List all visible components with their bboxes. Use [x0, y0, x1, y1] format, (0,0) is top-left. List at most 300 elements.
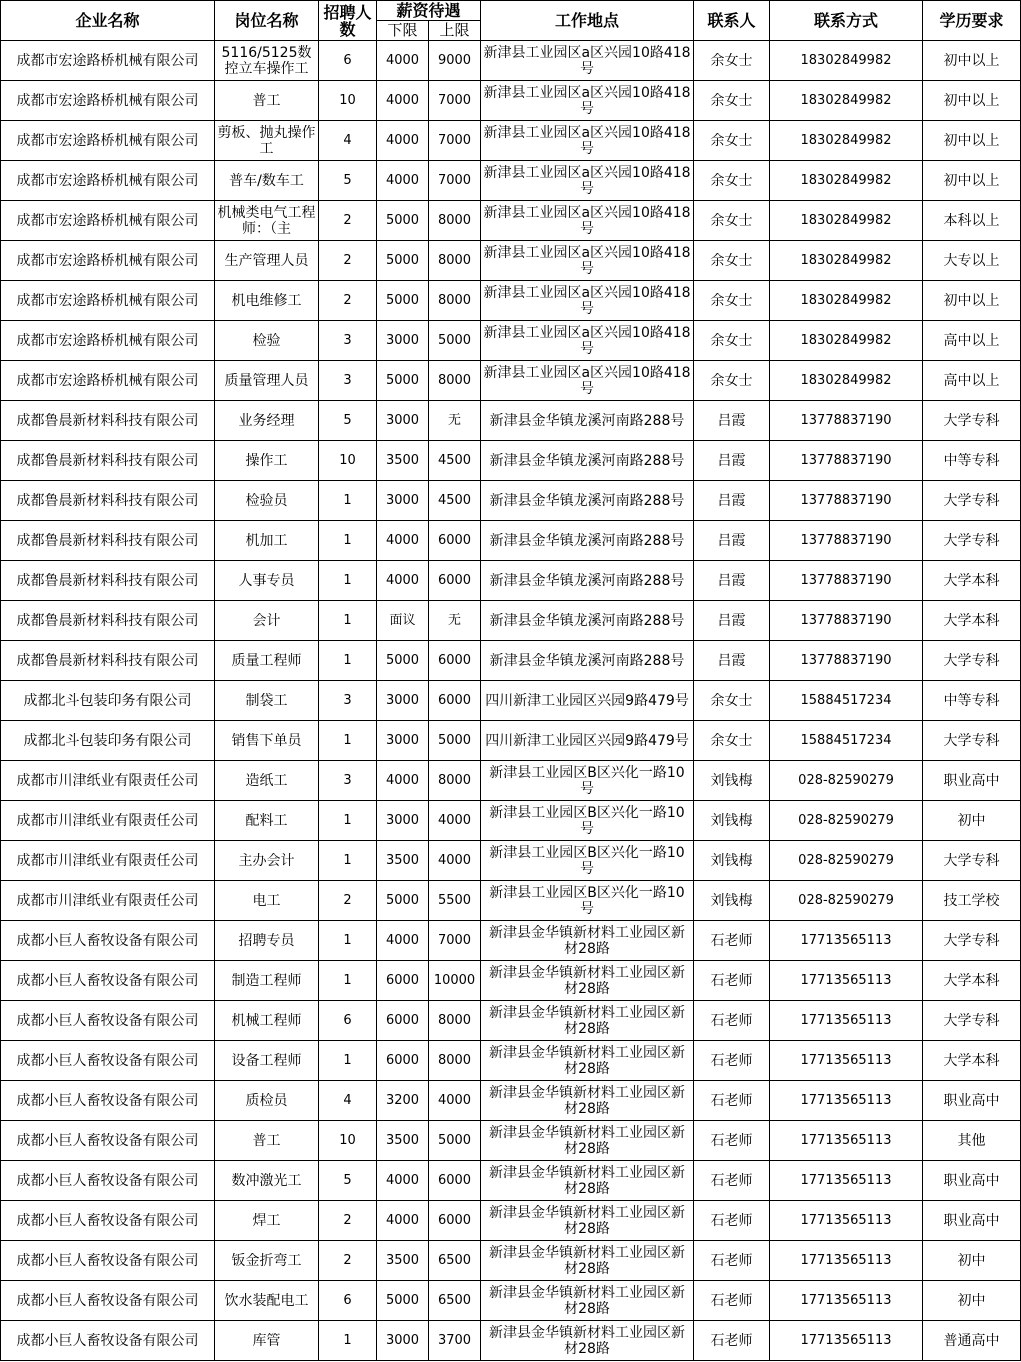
cell-company: [1, 161, 215, 201]
cell-company: [1, 281, 215, 321]
cell-count-text: 5: [343, 1172, 352, 1188]
header-count: 招聘人数: [319, 1, 377, 41]
cell-salary-high-text: 4000: [437, 1092, 472, 1108]
cell-contact: [694, 321, 770, 361]
cell-position-text: 焊工: [252, 1212, 281, 1229]
cell-location: [481, 641, 694, 681]
cell-contact-text: 刘钱梅: [710, 812, 753, 829]
cell-phone: [770, 81, 923, 121]
cell-salary-high: [429, 1041, 481, 1081]
cell-salary-high-text: 8000: [437, 292, 472, 308]
cell-count-text: 4: [343, 132, 352, 148]
cell-salary-low: [377, 1201, 429, 1241]
cell-location-text: 新津县工业园区a区兴园10路418号: [483, 84, 691, 117]
cell-location-text: 新津县金华镇新材料工业园区新材28路: [489, 1164, 686, 1197]
cell-count: [319, 41, 377, 81]
cell-count-text: 6: [343, 1292, 352, 1308]
cell-salary-low: [377, 1121, 429, 1161]
cell-company: [1, 201, 215, 241]
cell-phone-text: 17713565113: [800, 1172, 892, 1188]
cell-salary-high-text: 8000: [437, 772, 472, 788]
cell-count-text: 1: [343, 972, 352, 988]
cell-education: [923, 321, 1021, 361]
cell-count: [319, 641, 377, 681]
cell-contact: [694, 641, 770, 681]
cell-contact-text: 刘钱梅: [710, 852, 753, 869]
cell-company: [1, 121, 215, 161]
cell-location-text: 新津县金华镇龙溪河南路288号: [489, 452, 685, 469]
cell-count: [319, 321, 377, 361]
cell-position-text: 电工: [252, 892, 281, 909]
cell-phone: [770, 121, 923, 161]
cell-salary-high-text: 10000: [433, 972, 476, 988]
cell-count-text: 1: [343, 852, 352, 868]
table-row: [1, 881, 1021, 921]
cell-phone-text: 18302849982: [800, 92, 892, 108]
cell-education-text: 初中以上: [943, 132, 1000, 149]
cell-contact-text: 石老师: [710, 1292, 753, 1309]
cell-salary-low-text: 3000: [385, 332, 420, 348]
cell-contact-text: 石老师: [710, 1132, 753, 1149]
cell-company: [1, 841, 215, 881]
cell-location-text: 新津县工业园区a区兴园10路418号: [483, 164, 691, 197]
cell-contact-text: 余女士: [710, 212, 753, 229]
cell-position: [215, 1001, 319, 1041]
cell-contact: [694, 1241, 770, 1281]
cell-count: [319, 201, 377, 241]
cell-salary-low: [377, 201, 429, 241]
cell-salary-high-text: 6000: [437, 572, 472, 588]
cell-contact: [694, 881, 770, 921]
cell-count: [319, 881, 377, 921]
cell-salary-low: [377, 841, 429, 881]
cell-location-text: 新津县金华镇龙溪河南路288号: [489, 572, 685, 589]
cell-salary-high-text: 4000: [437, 812, 472, 828]
cell-location: [481, 881, 694, 921]
cell-salary-low-text: 4000: [385, 1172, 420, 1188]
cell-count: [319, 961, 377, 1001]
cell-phone-text: 18302849982: [800, 292, 892, 308]
cell-company: [1, 241, 215, 281]
cell-count-text: 3: [343, 372, 352, 388]
cell-contact-text: 石老师: [710, 1012, 753, 1029]
cell-company: [1, 361, 215, 401]
cell-education-text: 大学专科: [943, 852, 1000, 869]
cell-contact: [694, 841, 770, 881]
cell-position-text: 检验员: [245, 492, 288, 509]
cell-contact: [694, 1041, 770, 1081]
table-row: [1, 321, 1021, 361]
table-row: [1, 721, 1021, 761]
cell-education: [923, 481, 1021, 521]
cell-position: [215, 721, 319, 761]
cell-salary-low-text: 3500: [385, 1132, 420, 1148]
cell-contact: [694, 1281, 770, 1321]
cell-salary-low-text: 3000: [385, 732, 420, 748]
cell-phone: [770, 801, 923, 841]
cell-education: [923, 1161, 1021, 1201]
cell-phone-text: 17713565113: [800, 1132, 892, 1148]
cell-education: [923, 801, 1021, 841]
cell-company-text: 成都鲁晨新材料科技有限公司: [16, 572, 199, 589]
cell-count: [319, 481, 377, 521]
cell-contact-text: 石老师: [710, 1172, 753, 1189]
cell-phone: [770, 681, 923, 721]
cell-education: [923, 641, 1021, 681]
cell-salary-low-text: 3000: [385, 812, 420, 828]
cell-position: [215, 1121, 319, 1161]
cell-count-text: 10: [339, 452, 356, 468]
cell-location: [481, 1161, 694, 1201]
cell-contact: [694, 121, 770, 161]
cell-company-text: 成都市宏途路桥机械有限公司: [16, 132, 199, 149]
cell-education-text: 初中: [957, 812, 986, 829]
cell-location: [481, 441, 694, 481]
header-phone: 联系方式: [770, 1, 923, 41]
cell-location: [481, 41, 694, 81]
cell-location-text: 新津县金华镇新材料工业园区新材28路: [489, 1244, 686, 1277]
cell-count: [319, 761, 377, 801]
cell-company-text: 成都小巨人畜牧设备有限公司: [16, 1332, 199, 1349]
cell-phone-text: 18302849982: [800, 212, 892, 228]
cell-salary-low-text: 3500: [385, 452, 420, 468]
cell-position: [215, 1321, 319, 1361]
cell-education: [923, 161, 1021, 201]
table-row: [1, 41, 1021, 81]
cell-education-text: 大学专科: [943, 532, 1000, 549]
cell-position: [215, 401, 319, 441]
cell-salary-high: [429, 1241, 481, 1281]
cell-phone-text: 17713565113: [800, 1012, 892, 1028]
cell-contact: [694, 81, 770, 121]
cell-contact: [694, 1081, 770, 1121]
cell-phone: [770, 1241, 923, 1281]
header-salary-low: 下限: [377, 21, 429, 41]
cell-salary-high: [429, 1001, 481, 1041]
cell-salary-high-text: 8000: [437, 372, 472, 388]
cell-location-text: 新津县金华镇新材料工业园区新材28路: [489, 1324, 686, 1357]
cell-position: [215, 881, 319, 921]
cell-location-text: 新津县金华镇龙溪河南路288号: [489, 532, 685, 549]
cell-count-text: 4: [343, 1092, 352, 1108]
cell-location: [481, 1281, 694, 1321]
cell-company-text: 成都市宏途路桥机械有限公司: [16, 212, 199, 229]
cell-salary-low: [377, 561, 429, 601]
cell-education: [923, 961, 1021, 1001]
cell-count: [319, 801, 377, 841]
cell-location-text: 新津县工业园区a区兴园10路418号: [483, 324, 691, 357]
cell-phone-text: 18302849982: [800, 332, 892, 348]
cell-education: [923, 201, 1021, 241]
cell-count: [319, 681, 377, 721]
table-row: [1, 1201, 1021, 1241]
cell-location: [481, 801, 694, 841]
cell-salary-high: [429, 1281, 481, 1321]
cell-location-text: 新津县工业园区B区兴化一路10号: [489, 804, 685, 837]
cell-position-text: 会计: [252, 612, 281, 629]
cell-education: [923, 1321, 1021, 1361]
cell-phone: [770, 1001, 923, 1041]
cell-education: [923, 681, 1021, 721]
table-row: [1, 121, 1021, 161]
cell-phone-text: 18302849982: [800, 52, 892, 68]
cell-company: [1, 1321, 215, 1361]
cell-location: [481, 961, 694, 1001]
cell-location-text: 新津县工业园区a区兴园10路418号: [483, 244, 691, 277]
cell-salary-high: [429, 41, 481, 81]
cell-position: [215, 961, 319, 1001]
cell-location: [481, 201, 694, 241]
cell-contact-text: 石老师: [710, 1332, 753, 1349]
cell-position: [215, 761, 319, 801]
cell-position-text: 质量工程师: [231, 652, 302, 669]
cell-company-text: 成都市川津纸业有限责任公司: [16, 892, 199, 909]
cell-education: [923, 881, 1021, 921]
cell-contact-text: 石老师: [710, 972, 753, 989]
cell-location-text: 新津县金华镇新材料工业园区新材28路: [489, 1084, 686, 1117]
cell-salary-high: [429, 801, 481, 841]
cell-phone: [770, 561, 923, 601]
cell-location-text: 新津县工业园区a区兴园10路418号: [483, 364, 691, 397]
cell-position-text: 普车/数车工: [229, 172, 304, 189]
cell-phone-text: 17713565113: [800, 1252, 892, 1268]
cell-company: [1, 1161, 215, 1201]
cell-company: [1, 481, 215, 521]
cell-phone-text: 13778837190: [800, 492, 892, 508]
cell-company: [1, 1001, 215, 1041]
cell-location-text: 新津县工业园区B区兴化一路10号: [489, 844, 685, 877]
cell-count-text: 3: [343, 692, 352, 708]
cell-position-text: 检验: [252, 332, 281, 349]
cell-location: [481, 81, 694, 121]
cell-contact-text: 余女士: [710, 732, 753, 749]
cell-salary-high: [429, 601, 481, 641]
cell-position: [215, 641, 319, 681]
cell-location: [481, 681, 694, 721]
cell-salary-low: [377, 361, 429, 401]
cell-salary-high: [429, 641, 481, 681]
cell-location: [481, 1081, 694, 1121]
cell-position: [215, 481, 319, 521]
cell-salary-high: [429, 81, 481, 121]
cell-contact-text: 石老师: [710, 1212, 753, 1229]
cell-salary-high: [429, 1321, 481, 1361]
cell-company: [1, 81, 215, 121]
cell-phone: [770, 201, 923, 241]
cell-company: [1, 601, 215, 641]
table-row: [1, 961, 1021, 1001]
table-row: [1, 641, 1021, 681]
cell-salary-low-text: 4000: [385, 132, 420, 148]
cell-phone-text: 18302849982: [800, 172, 892, 188]
cell-contact-text: 石老师: [710, 1252, 753, 1269]
cell-education-text: 大学专科: [943, 492, 1000, 509]
cell-count: [319, 361, 377, 401]
cell-contact: [694, 1321, 770, 1361]
cell-salary-low: [377, 961, 429, 1001]
cell-education: [923, 1241, 1021, 1281]
cell-salary-low-text: 4000: [385, 52, 420, 68]
cell-count: [319, 1161, 377, 1201]
cell-count-text: 10: [339, 1132, 356, 1148]
cell-contact-text: 吕霞: [717, 652, 746, 669]
table-row: [1, 441, 1021, 481]
cell-education-text: 其他: [957, 1132, 986, 1149]
cell-company: [1, 521, 215, 561]
cell-position-text: 质量管理人员: [224, 372, 309, 389]
cell-salary-low-text: 4000: [385, 92, 420, 108]
cell-salary-high-text: 无: [448, 612, 462, 628]
cell-company-text: 成都市宏途路桥机械有限公司: [16, 372, 199, 389]
header-contact: 联系人: [694, 1, 770, 41]
cell-location-text: 新津县金华镇新材料工业园区新材28路: [489, 1044, 686, 1077]
cell-company: [1, 561, 215, 601]
cell-count-text: 2: [343, 252, 352, 268]
cell-contact: [694, 441, 770, 481]
cell-company-text: 成都市宏途路桥机械有限公司: [16, 172, 199, 189]
cell-position-text: 销售下单员: [231, 732, 302, 749]
cell-salary-high-text: 6500: [437, 1252, 472, 1268]
cell-phone-text: 17713565113: [800, 1052, 892, 1068]
cell-position-text: 制造工程师: [231, 972, 302, 989]
cell-salary-low: [377, 881, 429, 921]
cell-education-text: 大学专科: [943, 732, 1000, 749]
cell-salary-high-text: 6000: [437, 652, 472, 668]
cell-education: [923, 441, 1021, 481]
cell-company-text: 成都市宏途路桥机械有限公司: [16, 292, 199, 309]
table-row: [1, 241, 1021, 281]
cell-salary-high: [429, 961, 481, 1001]
cell-count-text: 3: [343, 772, 352, 788]
cell-location-text: 新津县金华镇新材料工业园区新材28路: [489, 1204, 686, 1237]
cell-location-text: 新津县工业园区B区兴化一路10号: [489, 884, 685, 917]
cell-position: [215, 921, 319, 961]
cell-education: [923, 1001, 1021, 1041]
cell-location-text: 四川新津工业园区兴园9路479号: [485, 692, 689, 709]
cell-count: [319, 841, 377, 881]
cell-location: [481, 361, 694, 401]
cell-salary-low-text: 6000: [385, 972, 420, 988]
cell-salary-low-text: 4000: [385, 772, 420, 788]
cell-location-text: 新津县金华镇新材料工业园区新材28路: [489, 1284, 686, 1317]
cell-count-text: 1: [343, 652, 352, 668]
cell-salary-high: [429, 281, 481, 321]
cell-position: [215, 1241, 319, 1281]
cell-contact: [694, 481, 770, 521]
cell-count-text: 1: [343, 532, 352, 548]
table-row: [1, 161, 1021, 201]
cell-salary-high: [429, 1121, 481, 1161]
table-row: [1, 1321, 1021, 1361]
cell-location-text: 新津县工业园区B区兴化一路10号: [489, 764, 685, 797]
cell-salary-high: [429, 921, 481, 961]
cell-education-text: 职业高中: [943, 1092, 1000, 1109]
cell-salary-low: [377, 1001, 429, 1041]
cell-count: [319, 241, 377, 281]
cell-phone: [770, 601, 923, 641]
cell-count-text: 5: [343, 172, 352, 188]
cell-count: [319, 521, 377, 561]
cell-company: [1, 801, 215, 841]
cell-salary-low-text: 6000: [385, 1052, 420, 1068]
cell-position-text: 人事专员: [238, 572, 295, 589]
cell-salary-high-text: 6000: [437, 692, 472, 708]
cell-phone-text: 17713565113: [800, 1212, 892, 1228]
cell-salary-low: [377, 1041, 429, 1081]
cell-contact-text: 吕霞: [717, 572, 746, 589]
cell-company-text: 成都鲁晨新材料科技有限公司: [16, 652, 199, 669]
cell-count-text: 1: [343, 572, 352, 588]
cell-salary-low-text: 5000: [385, 252, 420, 268]
cell-position-text: 机电维修工: [231, 292, 302, 309]
cell-salary-low: [377, 41, 429, 81]
cell-salary-high-text: 4500: [437, 492, 472, 508]
header-education: 学历要求: [923, 1, 1021, 41]
cell-count: [319, 921, 377, 961]
cell-salary-high-text: 6000: [437, 1172, 472, 1188]
cell-salary-low: [377, 161, 429, 201]
cell-salary-low: [377, 401, 429, 441]
cell-contact: [694, 921, 770, 961]
cell-salary-high-text: 8000: [437, 212, 472, 228]
cell-position-text: 普工: [252, 92, 281, 109]
cell-education: [923, 1081, 1021, 1121]
cell-location: [481, 281, 694, 321]
cell-salary-low: [377, 1321, 429, 1361]
cell-contact-text: 刘钱梅: [710, 772, 753, 789]
cell-position: [215, 801, 319, 841]
cell-count: [319, 601, 377, 641]
cell-phone: [770, 841, 923, 881]
cell-location: [481, 401, 694, 441]
cell-salary-high-text: 7000: [437, 92, 472, 108]
cell-contact-text: 吕霞: [717, 612, 746, 629]
cell-salary-low-text: 5000: [385, 892, 420, 908]
cell-count-text: 6: [343, 52, 352, 68]
cell-position-text: 钣金折弯工: [231, 1252, 302, 1269]
cell-company: [1, 681, 215, 721]
cell-education: [923, 561, 1021, 601]
cell-company-text: 成都小巨人畜牧设备有限公司: [16, 1212, 199, 1229]
cell-company-text: 成都北斗包装印务有限公司: [23, 732, 192, 749]
cell-education: [923, 1281, 1021, 1321]
cell-salary-high-text: 7000: [437, 172, 472, 188]
cell-company: [1, 1201, 215, 1241]
cell-salary-low-text: 5000: [385, 292, 420, 308]
table-row: [1, 1121, 1021, 1161]
table-row: [1, 841, 1021, 881]
cell-contact: [694, 961, 770, 1001]
cell-salary-high-text: 8000: [437, 1012, 472, 1028]
cell-location: [481, 121, 694, 161]
cell-salary-high-text: 8000: [437, 1052, 472, 1068]
table-row: [1, 521, 1021, 561]
table-row: [1, 1081, 1021, 1121]
cell-phone: [770, 1161, 923, 1201]
table-row: [1, 1001, 1021, 1041]
cell-salary-low-text: 5000: [385, 652, 420, 668]
cell-education: [923, 761, 1021, 801]
cell-education: [923, 1121, 1021, 1161]
cell-location-text: 新津县金华镇龙溪河南路288号: [489, 612, 685, 629]
header-location: 工作地点: [481, 1, 694, 41]
cell-phone-text: 17713565113: [800, 972, 892, 988]
cell-position: [215, 841, 319, 881]
cell-position-text: 普工: [252, 1132, 281, 1149]
cell-education-text: 普通高中: [943, 1332, 1000, 1349]
cell-education-text: 初中以上: [943, 172, 1000, 189]
cell-company: [1, 401, 215, 441]
